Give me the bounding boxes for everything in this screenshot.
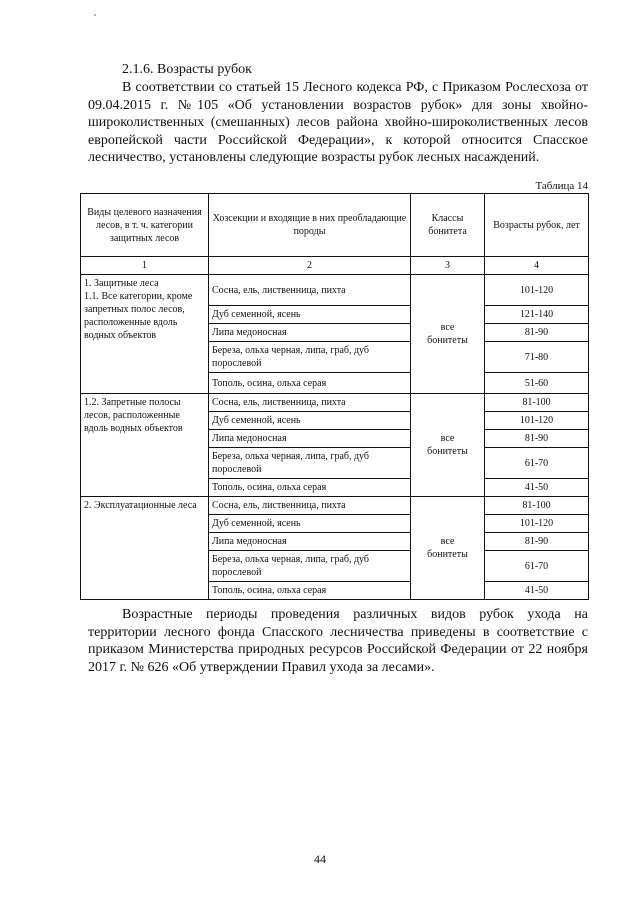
age-cell: 41-50 <box>485 479 589 497</box>
age-cell: 81-90 <box>485 430 589 448</box>
species-cell: Липа медоносная <box>209 430 411 448</box>
species-cell: Тополь, осина, ольха серая <box>209 373 411 394</box>
species-cell: Дуб семенной, ясень <box>209 412 411 430</box>
species-cell: Сосна, ель, лиственница, пихта <box>209 275 411 306</box>
bonitet-cell: все бонитеты <box>411 394 485 497</box>
section-heading: 2.1.6. Возрасты рубок <box>122 62 252 77</box>
age-cell: 101-120 <box>485 275 589 306</box>
species-cell: Сосна, ель, лиственница, пихта <box>209 497 411 515</box>
column-number-row <box>81 257 589 275</box>
category-cell: 1. Защитные леса 1.1. Все категории, кроме запретных полос лесов, расположенные вдоль водных объектов <box>81 275 209 394</box>
age-cell: 81-100 <box>485 394 589 412</box>
header-cell: Виды целевого назначения лесов, в т. ч. категории защитных лесов <box>81 194 209 257</box>
column-number: 4 <box>485 257 589 275</box>
species-cell: Береза, ольха черная, липа, граб, дуб порослевой <box>209 342 411 373</box>
category-cell: 2. Эксплуатационные леса <box>81 497 209 600</box>
age-cell: 101-120 <box>485 412 589 430</box>
table-row <box>81 394 589 412</box>
intro-paragraph: В соответствии со статьей 15 Лесного кодекса РФ, с Приказом Рослесхоза от 09.04.2015 г. №105 «Об установлении возрастов рубок» для зоны хвойно-широколиственных (смешанных) лесов района хвойно-широколиственных лесов европейской части Российской Федерации», к которой относится Спасское лесничество, установлены следующие возрасты рубок лесных насаждений. <box>88 80 588 165</box>
table-header-row <box>81 194 589 257</box>
age-cell: 61-70 <box>485 448 589 479</box>
age-cell: 81-90 <box>485 533 589 551</box>
age-cell: 71-80 <box>485 342 589 373</box>
species-cell: Сосна, ель, лиственница, пихта <box>209 394 411 412</box>
column-number: 2 <box>209 257 411 275</box>
species-cell: Липа медоносная <box>209 533 411 551</box>
table-row <box>81 275 589 306</box>
bonitet-cell: все бонитеты <box>411 275 485 394</box>
column-number: 3 <box>411 257 485 275</box>
age-cell: 61-70 <box>485 551 589 582</box>
age-cell: 81-90 <box>485 324 589 342</box>
species-cell: Береза, ольха черная, липа, граб, дуб порослевой <box>209 448 411 479</box>
age-cell: 41-50 <box>485 582 589 600</box>
column-number: 1 <box>81 257 209 275</box>
species-cell: Тополь, осина, ольха серая <box>209 479 411 497</box>
age-cell: 101-120 <box>485 515 589 533</box>
table-caption: Таблица 14 <box>535 180 588 192</box>
species-cell: Дуб семенной, ясень <box>209 306 411 324</box>
table-row <box>81 497 589 515</box>
age-cell: 51-60 <box>485 373 589 394</box>
species-cell: Тополь, осина, ольха серая <box>209 582 411 600</box>
age-cell: 81-100 <box>485 497 589 515</box>
closing-paragraph: Возрастные периоды проведения различных видов рубок ухода на территории лесного фонда Спасского лесничества приведены в соответствие с приказом Министерства природных ресурсов Российской Федерации от 22 ноября 2017 г. № 626 «Об утверждении Правил ухода за лесами». <box>88 607 588 675</box>
header-cell: Хозсекции и входящие в них преобладающие породы <box>209 194 411 257</box>
header-cell: Классы бонитета <box>411 194 485 257</box>
species-cell: Береза, ольха черная, липа, граб, дуб порослевой <box>209 551 411 582</box>
scan-speck <box>94 14 96 16</box>
bonitet-cell: все бонитеты <box>411 497 485 600</box>
header-cell: Возрасты рубок, лет <box>485 194 589 257</box>
species-cell: Дуб семенной, ясень <box>209 515 411 533</box>
page-number: 44 <box>314 852 326 866</box>
species-cell: Липа медоносная <box>209 324 411 342</box>
age-cell: 121-140 <box>485 306 589 324</box>
category-cell: 1.2. Запретные полосы лесов, расположенные вдоль водных объектов <box>81 394 209 497</box>
logging-age-table <box>80 193 589 600</box>
